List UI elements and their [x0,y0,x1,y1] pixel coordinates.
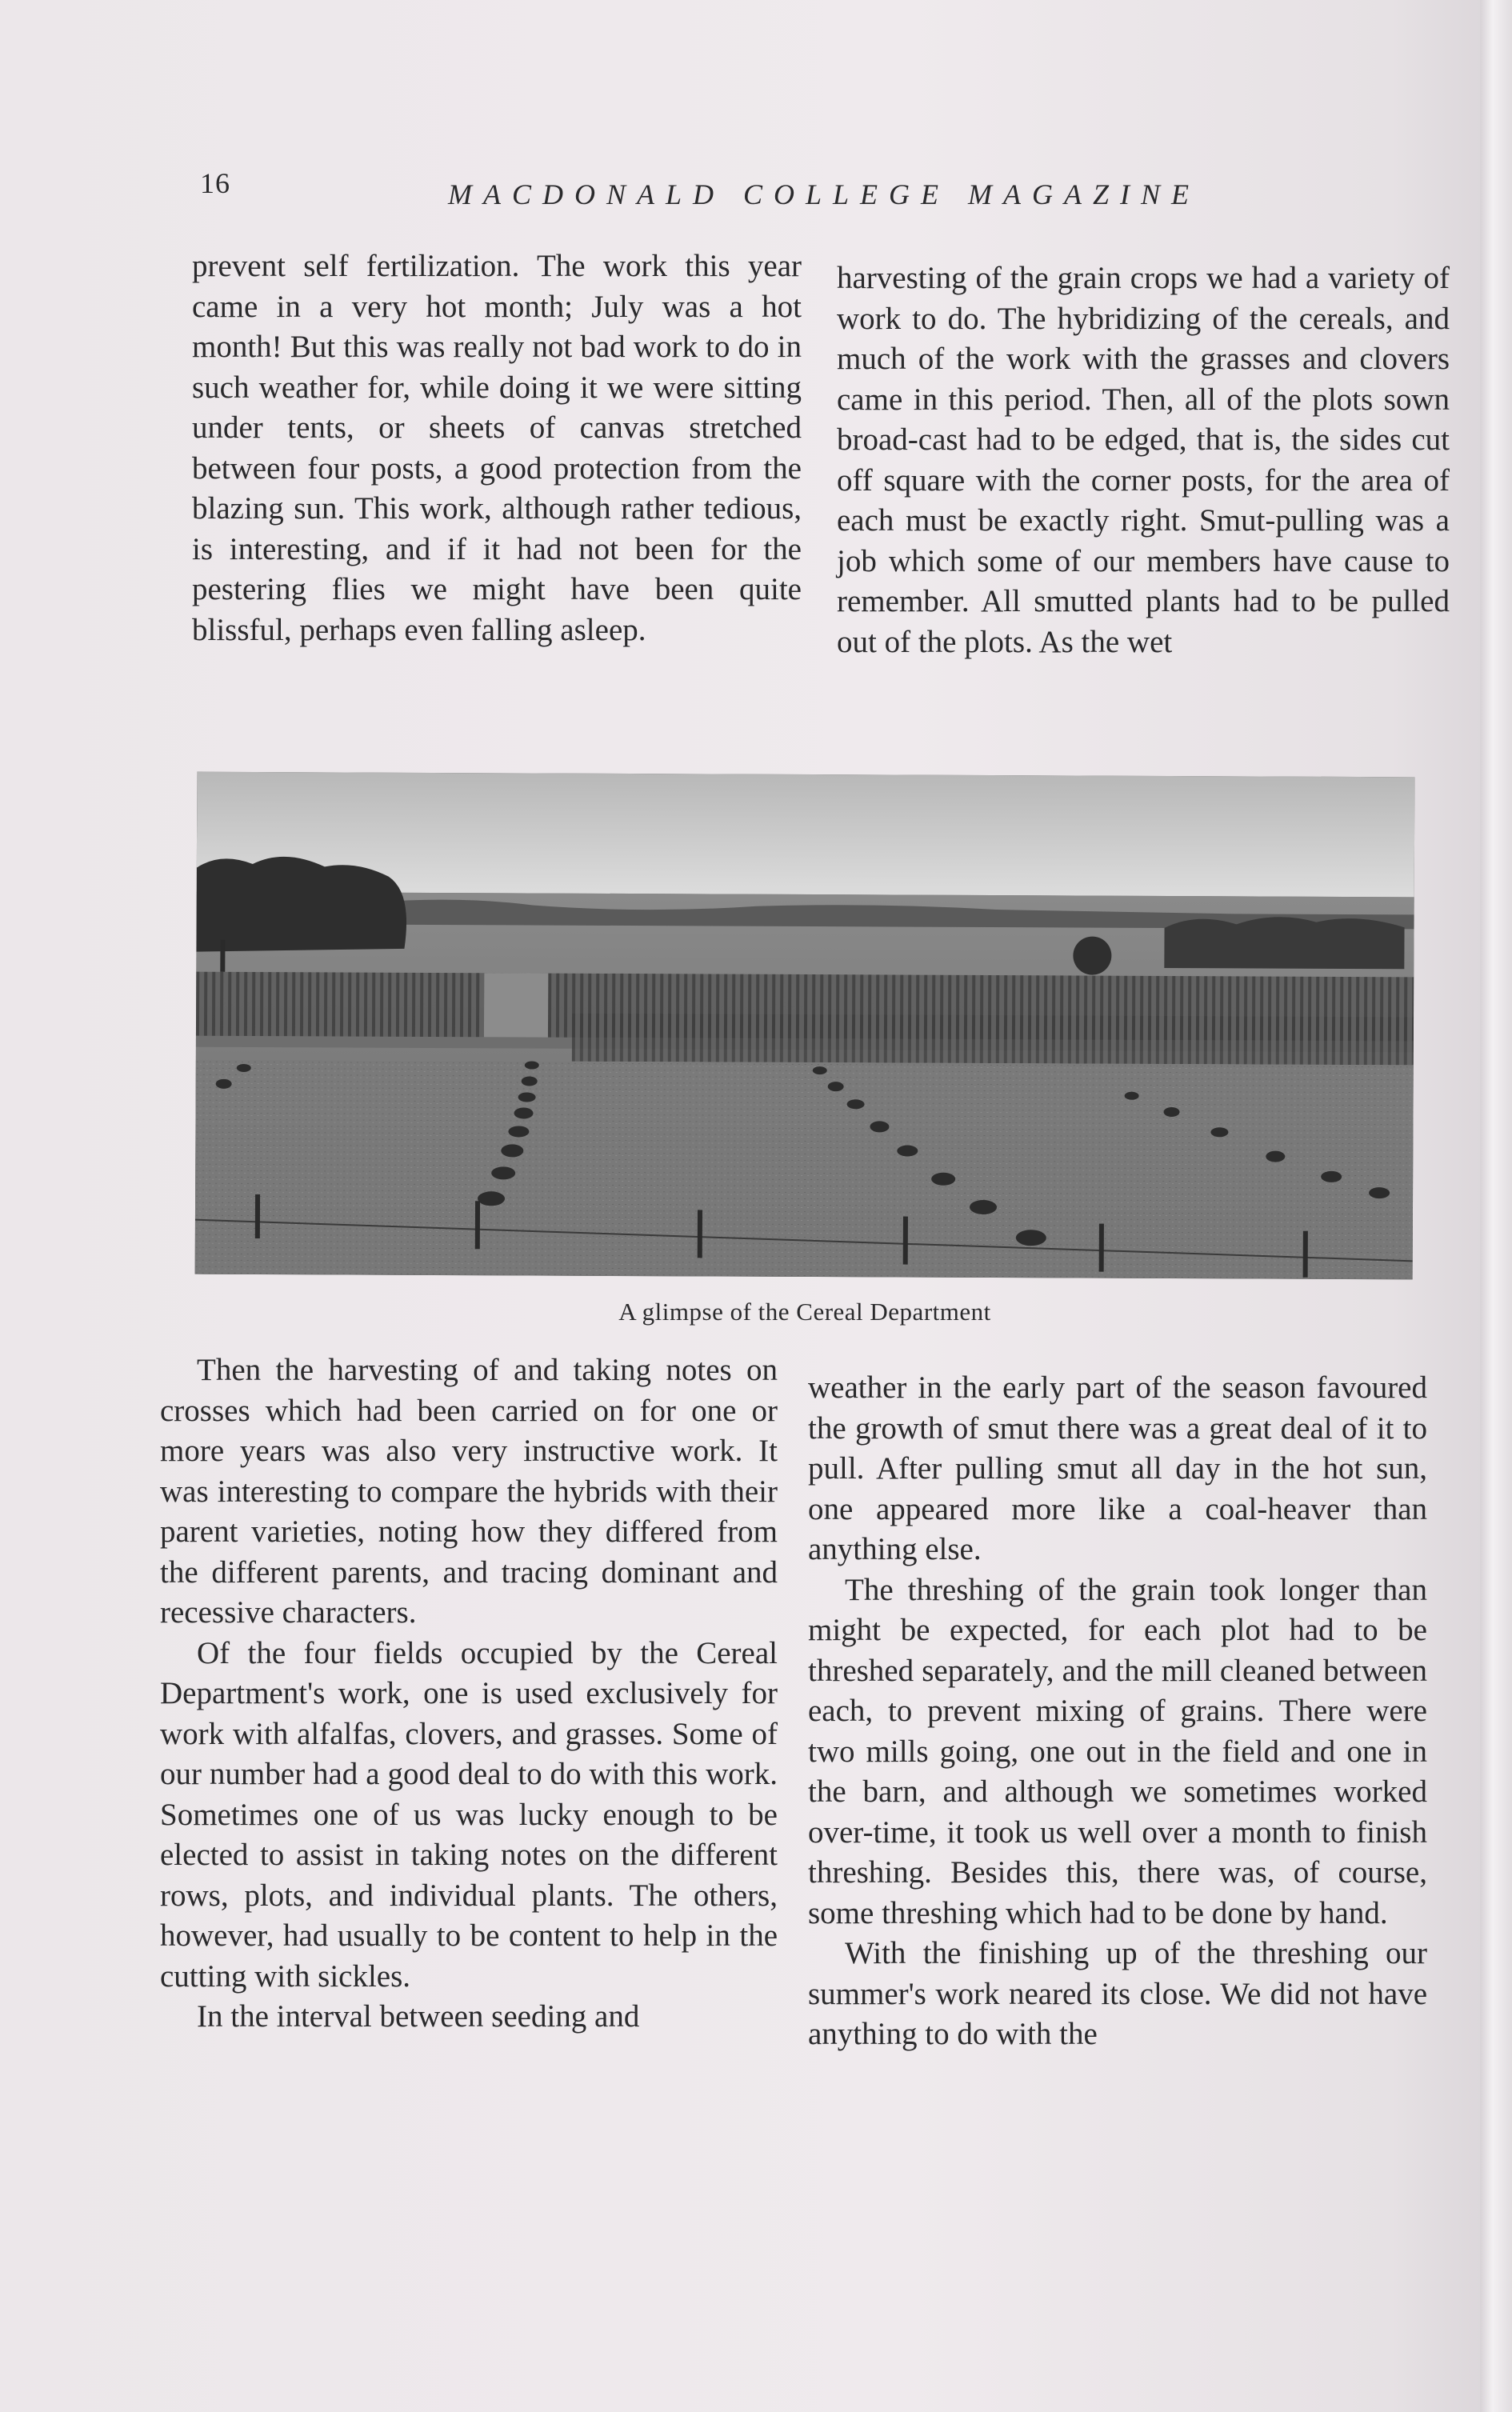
paragraph: harvesting of the grain crops we had a variety of work to do. The hybridizing of the cereals, and much of the work with the grasses and clovers came in this period. Then, all of the plots sown broad-cast had to be edged, that is, the sides cut off square with the corner posts, for the area of each must be exactly right. Smut-pulling was a job which some of our members have cause to remember. All smutted plants had to be pulled out of the plots. As the wet [837,261,1450,659]
column-bottom-left [160,1350,778,2038]
column-bottom-right [808,1368,1427,2055]
paragraph: In the interval between seeding and [197,1999,640,2034]
page-edge-shadow [1480,0,1512,2412]
cereal-field-photograph [195,772,1415,1280]
paragraph: Then the harvesting of and taking notes on crosses which had been carried on for one or more years was also very instructive work. It was interesting to compare the hybrids with their parent varieties, noting how they differed from the different parents, and tracing dominant and recessive characters. [160,1353,778,1630]
paragraph: The threshing of the grain took longer than might be expected, for each plot had to be threshed separately, and the mill cleaned between each, to prevent mixing of grains. There were two mills going, one out in the field and one in the barn, and although we sometimes worked over-time, it took us well over a month to finish threshing. Besides this, there was, of course, some threshing which had to be done by hand. [808,1572,1427,1930]
figure-caption: A glimpse of the Cereal Department [618,1298,991,1326]
column-top-right [837,258,1450,662]
running-title: MACDONALD COLLEGE MAGAZINE [448,178,1201,210]
paragraph: With the finishing up of the threshing our summer's work neared its close. We did not have anything to do with the [808,1936,1427,2051]
paragraph: prevent self fertilization. The work this year came in a very hot month; July was a hot month! But this was really not bad work to do in such weather for, while doing it we were sitting under tents, or sheets of canvas stretched between four posts, a good protection from the blazing sun. This work, although rather tedious, is interesting, and if it had not been for the pestering flies we might have been quite blissful, perhaps even falling asleep. [192,249,802,647]
page-header [200,160,1216,216]
paragraph: Of the four fields occupied by the Cereal Department's work, one is used exclusively for work with alfalfas, clovers, and grasses. Some of our number had a good deal to do with this work. Sometimes one of us was lucky enough to be elected to assist in taking notes on the different rows, plots, and individual plants. The others, however, had usually to be content to help in the cutting with sickles. [160,1635,778,1994]
column-top-left [192,246,802,650]
paragraph: weather in the early part of the season favoured the growth of smut there was a great deal of it to pull. After pulling smut all day in the hot sun, one appeared more like a coal-heaver than anything else. [808,1370,1427,1566]
page-number: 16 [200,167,230,199]
